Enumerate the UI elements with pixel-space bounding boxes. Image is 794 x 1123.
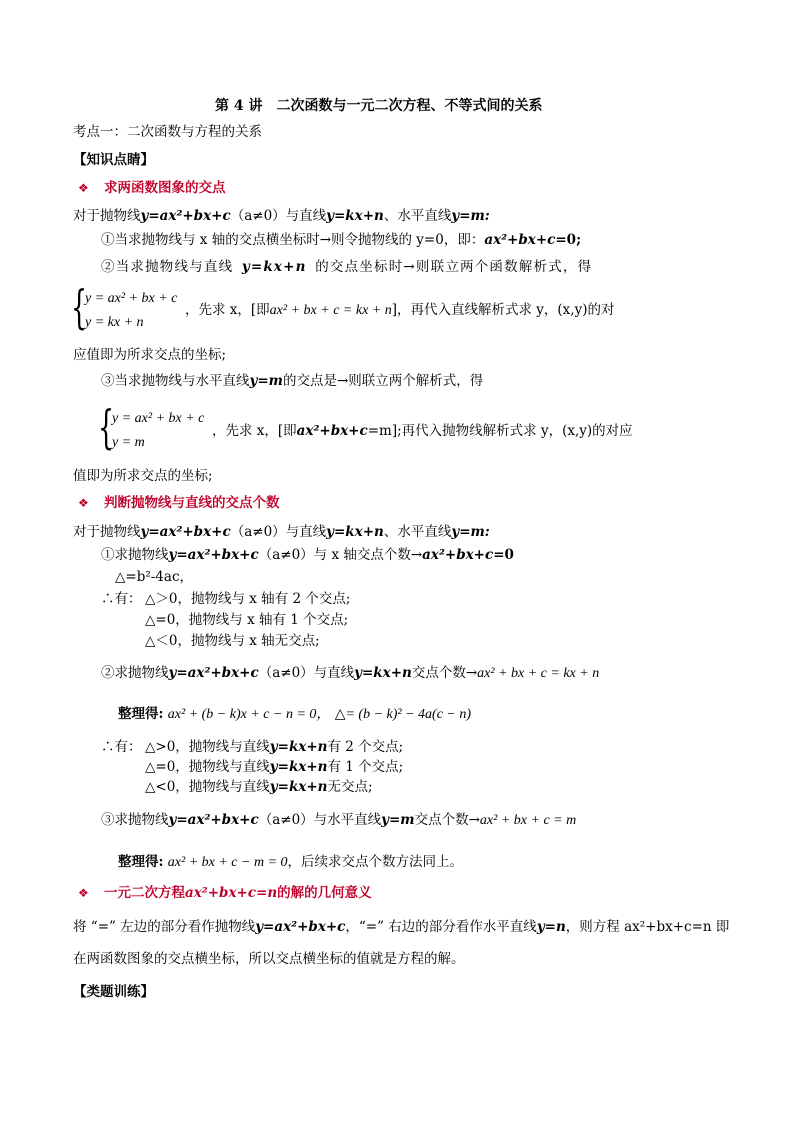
diamond-icon: ❖ — [78, 496, 89, 510]
case-delta-lt: △＜0，抛物线与 x 轴无交点; — [145, 633, 320, 649]
system2-eq1: y = ax² + bx + c — [112, 411, 205, 426]
s1-p1: ①当求抛物线与 x 轴的交点横坐标时→则令抛物线的 y=0，即：ax²+bx+c=0; — [101, 232, 582, 248]
diamond-icon: ❖ — [78, 181, 89, 195]
kaodian-heading: 考点一：二次函数与方程的关系 — [73, 124, 262, 140]
s2-q1: ①求抛物线y=ax²+bx+c（a≠0）与 x 轴交点个数→ax²+bx+c=0 — [101, 547, 514, 563]
s1-p3-cont: 值即为所求交点的坐标; — [73, 468, 213, 484]
case-delta-eq: △=0，抛物线与 x 轴有 1 个交点; — [145, 612, 349, 628]
delta-definition: △=b²-4ac， — [115, 569, 194, 585]
line-case-eq: △=0，抛物线与直线y=kx+n有 1 个交点; — [145, 759, 404, 775]
s1-intro: 对于抛物线y=ax²+bx+c（a≠0）与直线y=kx+n、水平直线y=m: — [73, 208, 490, 224]
s3-heading: ❖ 一元二次方程ax²+bx+c=n的解的几何意义 — [78, 885, 372, 901]
therefore-2: ∴有： — [101, 739, 142, 755]
s2-q3-tidy: 整理得: ax² + bx + c − m = 0，后续求交点个数方法同上。 — [118, 854, 464, 870]
system2-eq2: y = m — [112, 435, 145, 450]
therefore-1: ∴有： — [101, 591, 142, 607]
system1-eq1: y = ax² + bx + c — [85, 291, 178, 306]
case-delta-gt: △＞0，抛物线与 x 轴有 2 个交点; — [145, 591, 351, 607]
page-title: 第 4 讲 二次函数与一元二次方程、不等式间的关系 — [215, 98, 543, 114]
s3-line2: 在两函数图象的交点横坐标，所以交点横坐标的值就是方程的解。 — [73, 951, 465, 967]
s3-line1: 将 “=” 左边的部分看作抛物线y=ax²+bx+c，“=” 右边的部分看作水平直线y=n，则方程 ax²+bx+c=n 即 — [73, 919, 730, 935]
s2-q3: ③求抛物线y=ax²+bx+c（a≠0）与水平直线y=m交点个数→ax² + bx + c = m — [101, 812, 577, 828]
s1-p2-cont: 应值即为所求交点的坐标; — [73, 347, 227, 363]
line-case-gt: △>0，抛物线与直线y=kx+n有 2 个交点; — [145, 739, 404, 755]
system1-eq2: y = kx + n — [85, 315, 144, 330]
system-brace: { — [71, 280, 88, 334]
s1-p2: ②当求抛物线与直线 y=kx+n 的交点坐标时→则联立两个函数解析式，得 — [101, 259, 593, 275]
s1-heading: ❖ 求两函数图象的交点 — [78, 180, 226, 196]
s1-p3: ③当求抛物线与水平直线y=m的交点是→则联立两个解析式，得 — [101, 373, 484, 389]
section-knowledge: 【知识点睛】 — [73, 152, 154, 168]
line-case-lt: △<0，抛物线与直线y=kx+n无交点; — [145, 779, 373, 795]
diamond-icon: ❖ — [78, 886, 89, 900]
s1-p3-after: ，先求 x，[即ax²+bx+c=m];再代入抛物线解析式求 y，(x,y)的对应 — [212, 423, 633, 439]
s2-q2: ②求抛物线y=ax²+bx+c（a≠0）与直线y=kx+n交点个数→ax² + bx + c = kx + n — [101, 665, 600, 681]
s2-intro: 对于抛物线y=ax²+bx+c（a≠0）与直线y=kx+n、水平直线y=m: — [73, 524, 490, 540]
section-practice: 【类题训练】 — [73, 984, 154, 1000]
system-brace: { — [98, 400, 115, 454]
s2-heading: ❖ 判断抛物线与直线的交点个数 — [78, 495, 280, 511]
s1-p2-after: ，先求 x，[即ax² + bx + c = kx + n]，再代入直线解析式求 y，(x,y)的对 — [185, 302, 615, 318]
s2-q2-tidy: 整理得: ax² + (b − k)x + c − n = 0， △= (b − k)² − 4a(c − n) — [118, 706, 472, 722]
